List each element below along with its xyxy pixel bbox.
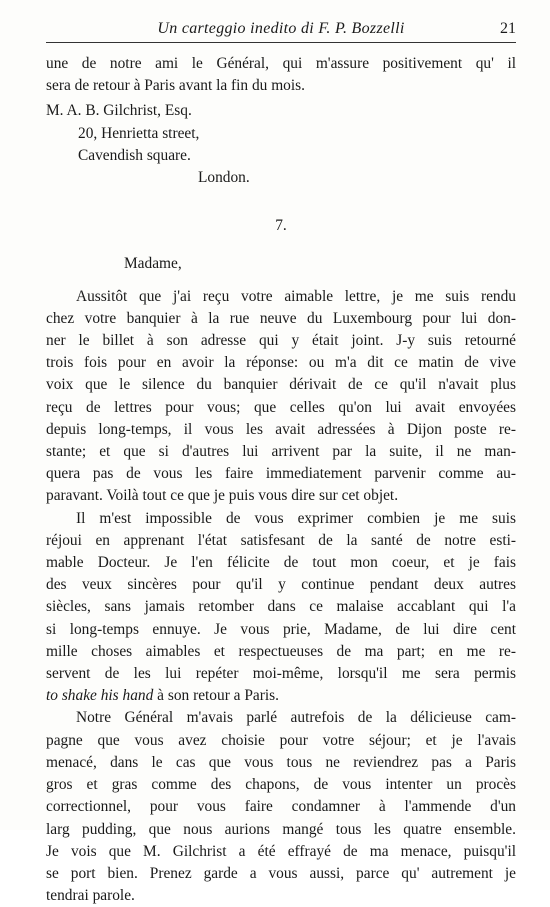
opening-text bbox=[46, 53, 516, 97]
text-line: siècles, sans jamais retomber dans ce malaise accablant qui l'a bbox=[46, 598, 516, 616]
text-line: ner le billet à son adresse qui y était joint. J-y suis retourné bbox=[46, 332, 516, 350]
running-title: Un carteggio inedito di F. P. Bozzelli bbox=[157, 20, 405, 37]
text-line: une de notre ami le Général, qui m'assure positivement qu' il bbox=[46, 55, 516, 72]
text-line: stante; et que si d'autres lui arrivent par la suite, il ne man- bbox=[46, 443, 516, 461]
text-line: mable Docteur. Je l'en félicite de tout mon coeur, et je fais bbox=[46, 554, 516, 572]
text-line: pagne que vous avez choisie pour votre séjour; et je l'avais bbox=[46, 731, 516, 749]
text-line: trois fois pour en avoir la réponse: ou m'a dit ce matin de vive bbox=[46, 354, 516, 372]
text-line: gros et gras comme des chapons, de vous intenter un procès bbox=[46, 776, 516, 794]
text-line: Aussitôt que j'ai reçu votre aimable lettre, je me suis rendu bbox=[76, 287, 516, 305]
text-line: reçu de lettres pour vous; que celles qu'on lui avait envoyées bbox=[46, 398, 516, 416]
text-line: des veux sincères pour qu'il y continue pendant deux autres bbox=[46, 576, 516, 594]
letter-number: 7. bbox=[275, 217, 287, 235]
address-block bbox=[46, 100, 516, 189]
text-line: tendrai parole. bbox=[46, 887, 135, 905]
page-number: 21 bbox=[500, 20, 516, 37]
italic-phrase: to shake his hand bbox=[46, 687, 154, 705]
text-line: servent de les lui repéter moi-même, lorsqu'il me sera permis bbox=[46, 665, 516, 683]
text-line: correctionnel, pour vous faire condamner à l'ammende d'un bbox=[46, 798, 516, 816]
text-line: Je vois que M. Gilchrist a été effrayé de ma menace, puisqu'il bbox=[46, 842, 516, 860]
text-line: réjoui en apprenant l'état satisfesant de la santé de notre esti- bbox=[46, 531, 516, 549]
paragraph-1 bbox=[46, 286, 516, 508]
text-line: Notre Général m'avais parlé autrefois de la délicieuse cam- bbox=[76, 709, 516, 727]
text-line: se port bien. Prenez garde a vous aussi, parce qu' autrement je bbox=[46, 864, 516, 882]
text-line: menacé, dans le cas que vous tous ne reviendrez pas a Paris bbox=[46, 753, 516, 771]
text-line: paravant. Voilà tout ce que je puis vous dire sur cet objet. bbox=[46, 487, 399, 505]
address-line: 20, Henrietta street, bbox=[78, 124, 200, 142]
paragraph-3 bbox=[46, 707, 516, 907]
text-line: larg pudding, que nous aurions mangé tous les quatre ensemble. bbox=[46, 820, 516, 838]
running-header bbox=[46, 18, 516, 43]
text-line: sera de retour à Paris avant la fin du mois. bbox=[46, 77, 305, 95]
text-line: chez votre banquier à la rue neuve du Luxembourg pour lui don- bbox=[46, 309, 516, 327]
text-line: quera pas de vous les faire immediatement parvenir comme au- bbox=[46, 465, 516, 483]
text-line: mille choses aimables et respectueuses de ma part; en me re- bbox=[46, 642, 516, 660]
address-line: London. bbox=[198, 169, 250, 187]
text-line: si long-temps ennuye. Je vous prie, Madame, de lui dire cent bbox=[46, 620, 516, 638]
text-line: Il m'est impossible de vous exprimer combien je me suis bbox=[76, 509, 516, 527]
line-remainder: à son retour a Paris. bbox=[153, 687, 279, 705]
text-line-italic-phrase bbox=[46, 685, 516, 707]
text-line: depuis long-temps, il vous les avait adressées à Dijon poste re- bbox=[46, 420, 516, 438]
paragraph-2 bbox=[46, 508, 516, 708]
text-line: voix que le silence du banquier dérivait de ce qu'il n'avait plus bbox=[46, 376, 516, 394]
address-line: M. A. B. Gilchrist, Esq. bbox=[46, 102, 192, 120]
salutation: Madame, bbox=[124, 255, 182, 273]
address-line: Cavendish square. bbox=[78, 146, 191, 164]
